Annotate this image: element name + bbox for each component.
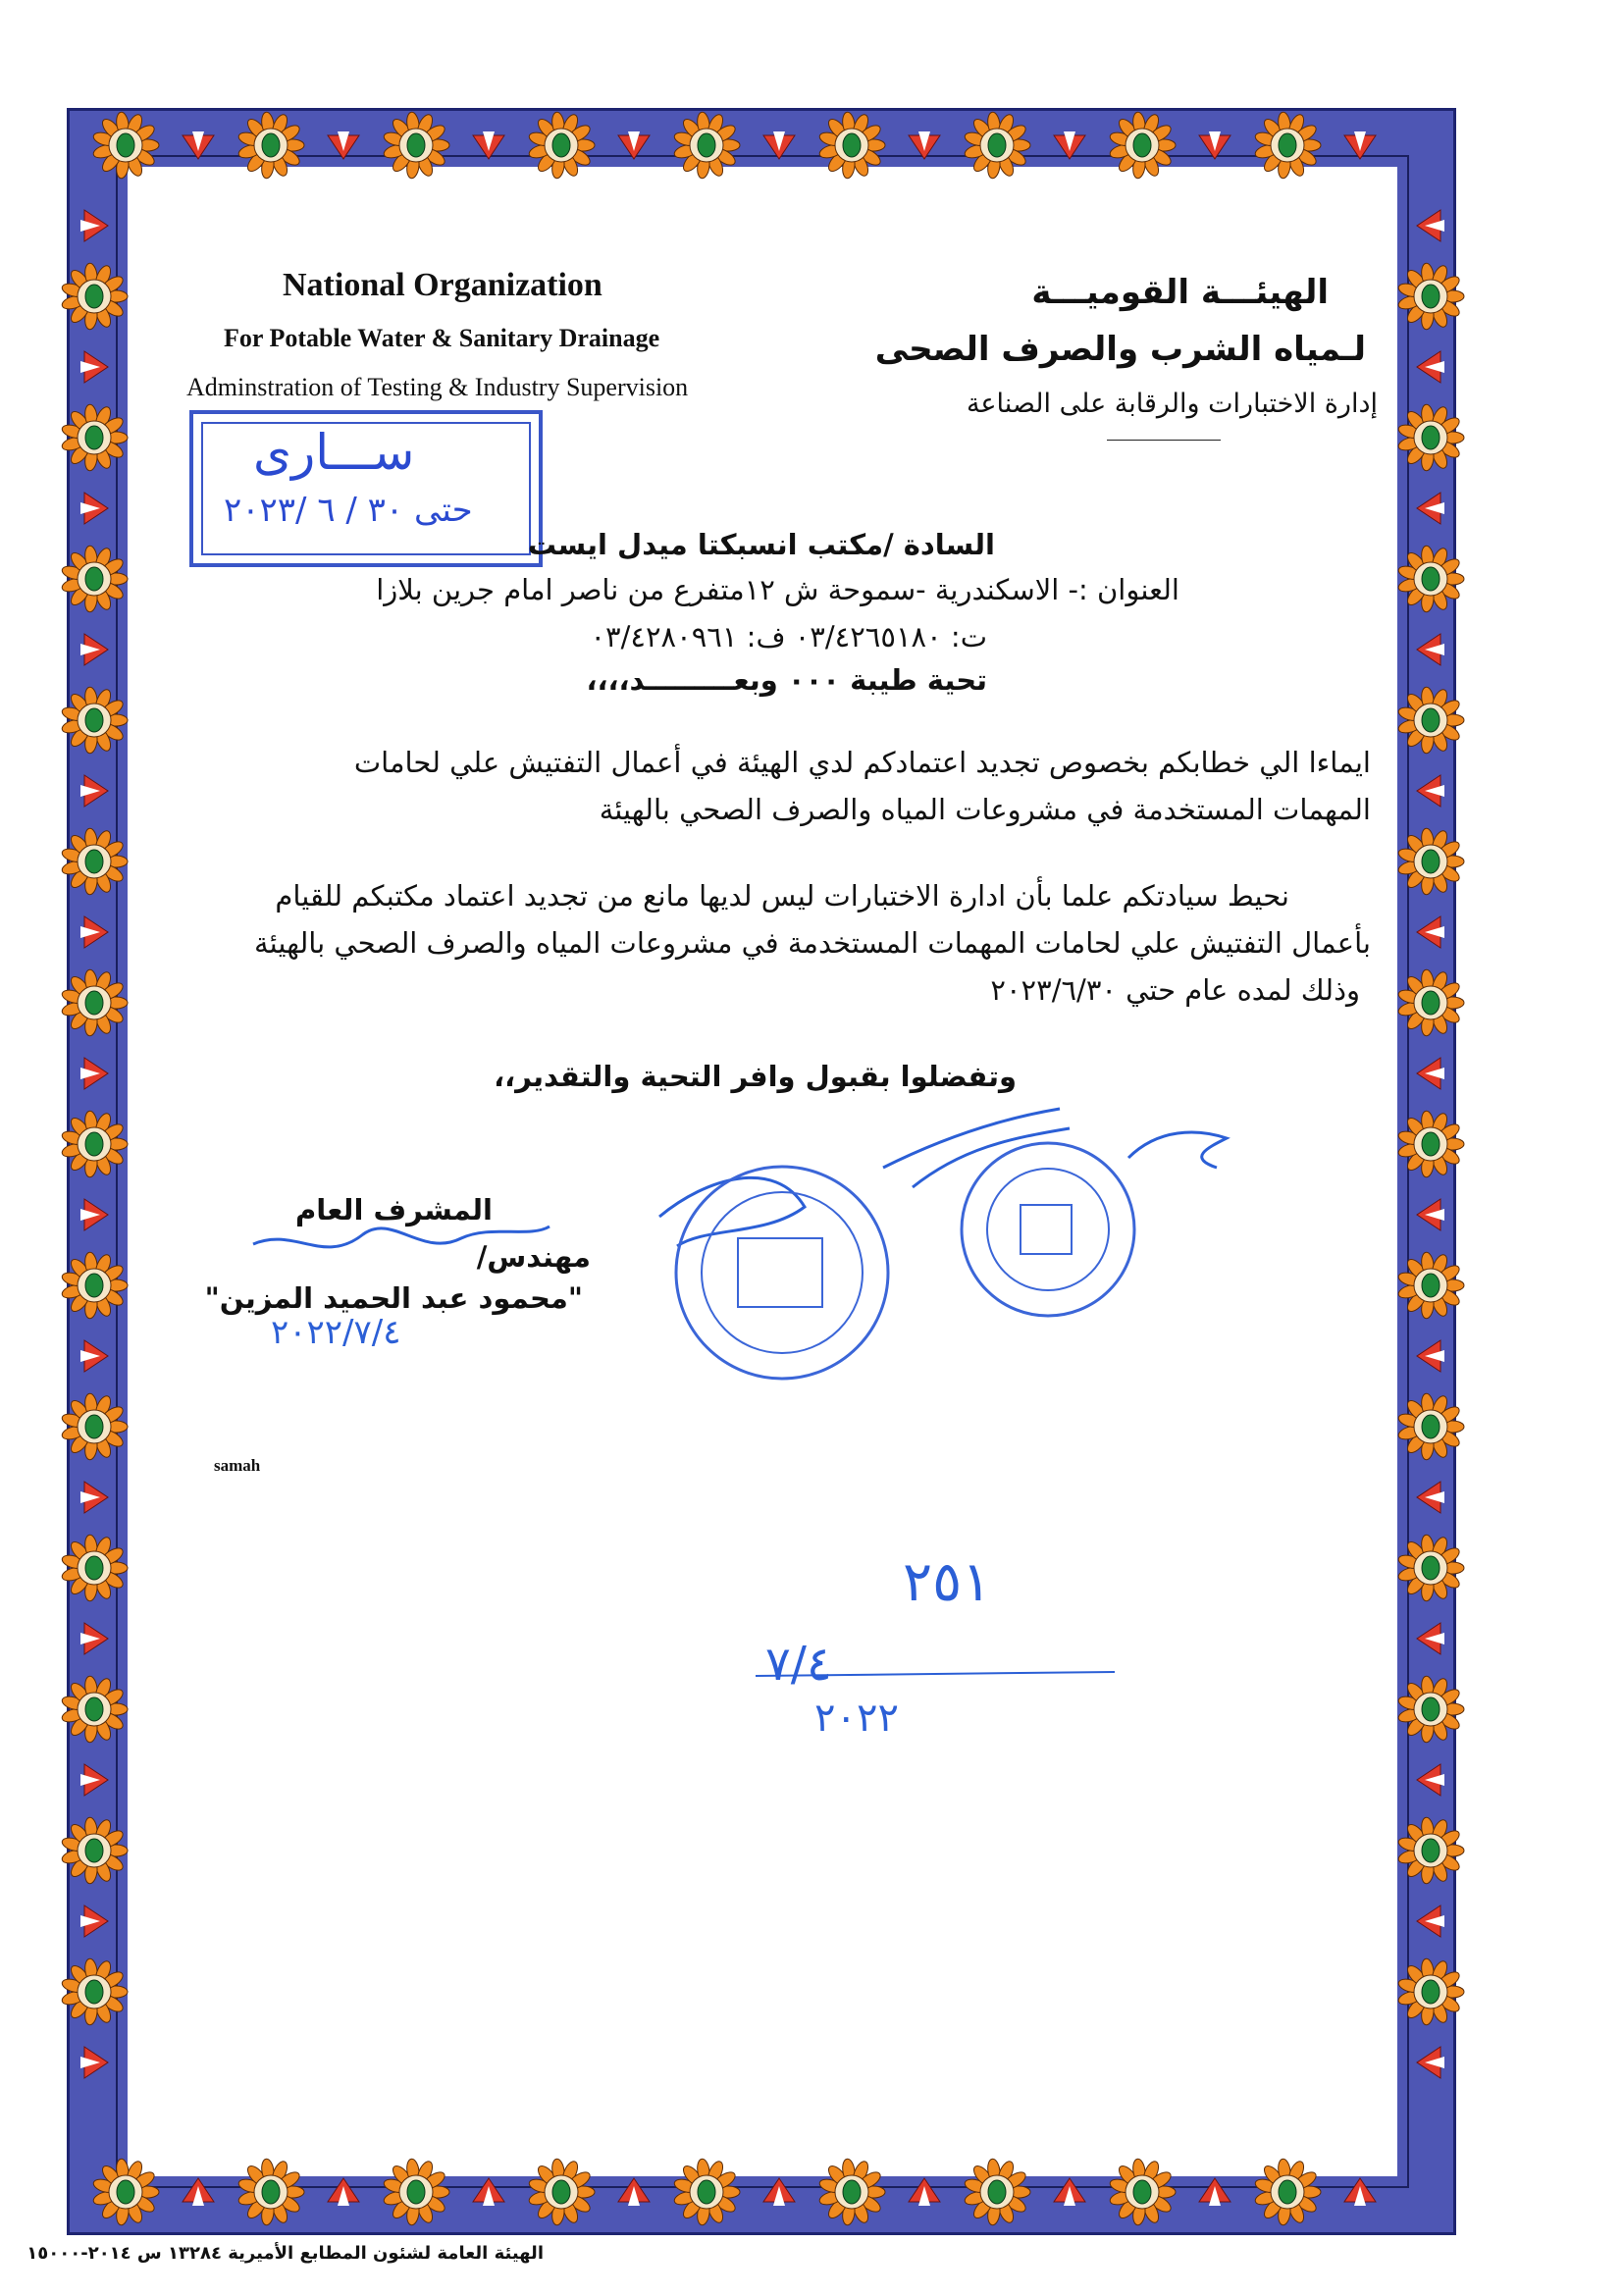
round-seal-left (676, 1167, 888, 1379)
handwritten-signature-left (253, 1226, 550, 1247)
signature-title: المشرف العام (295, 1193, 493, 1226)
signature-handwritten-date: ٢٠٢٢/٧/٤ (271, 1313, 401, 1352)
recipient-to: السادة /مكتب انسبكتا ميدل ايست (527, 528, 995, 561)
typist-initials: samah (214, 1456, 261, 1475)
validity-stamp-word: ســـارى (253, 424, 415, 481)
body-paragraph-1-line-2: المهمات المستخدمة في مشروعات المياه والصرف الصحي بالهيئة (599, 793, 1371, 826)
printer-imprint: الهيئة العامة لشئون المطابع الأميرية ١٣٢٨٤ س ٢٠١٤-١٥٠٠٠ (26, 2243, 544, 2264)
body-paragraph-2-line-3: وذلك لمده عام حتي ٢٠٢٣/٦/٣٠ (990, 973, 1360, 1007)
closing-salutation: وتفضلوا بقبول وافر التحية والتقدير،، (494, 1060, 1017, 1093)
header-en-dept: Adminstration of Testing & Industry Supervision (186, 373, 689, 401)
handwritten-date-bottom: ٢٠٢٢ (814, 1696, 899, 1741)
signature-role: مهندس/ (476, 1240, 591, 1274)
recipient-address: العنوان :- الاسكندرية -سموحة ش ١٢متفرع من ناصر امام جرين بلازا (376, 573, 1179, 606)
round-seal-right (962, 1143, 1134, 1316)
header-ar-dept: إدارة الاختبارات والرقابة على الصناعة (966, 389, 1378, 419)
validity-stamp-date: حتى ٣٠ / ٦ /٢٠٢٣ (224, 491, 473, 530)
body-paragraph-2-line-1: نحيط سيادتكم علما بأن ادارة الاختبارات ليس لديها مانع من تجديد اعتماد مكتبكم للقيام (275, 879, 1289, 913)
header-ar-sub: لـمياه الشرب والصرف الصحى (874, 330, 1366, 369)
handwritten-signature-right-1 (883, 1109, 1070, 1187)
header-ar-org: الهيئـــة القوميـــة (1031, 273, 1329, 312)
body-paragraph-2-line-2: بأعمال التفتيش علي لحامات المهمات المستخدمة في مشروعات المياه والصرف الصحي بالهيئة (254, 926, 1371, 960)
handwritten-date-top: ٧/٤ (765, 1637, 832, 1692)
handwritten-number: ٢٥١ (903, 1550, 992, 1614)
header-en-sub: For Potable Water & Sanitary Drainage (224, 324, 660, 352)
signature-name: "محمود عبد الحميد المزين" (204, 1281, 583, 1315)
recipient-phone: ت: ٠٣/٤٢٦٥١٨٠ ف: ٠٣/٤٢٨٠٩٦١ (590, 620, 987, 653)
body-paragraph-1-line-1: ايماءا الي خطابكم بخصوص تجديد اعتمادكم لدي الهيئة في أعمال التفتيش علي لحامات (353, 746, 1371, 779)
header-en-org: National Organization (283, 267, 602, 303)
recipient-greeting: تحية طيبة ٠٠٠ وبعـــــــــد،،،، (586, 663, 987, 697)
handwritten-signature-right-2 (1128, 1132, 1227, 1168)
